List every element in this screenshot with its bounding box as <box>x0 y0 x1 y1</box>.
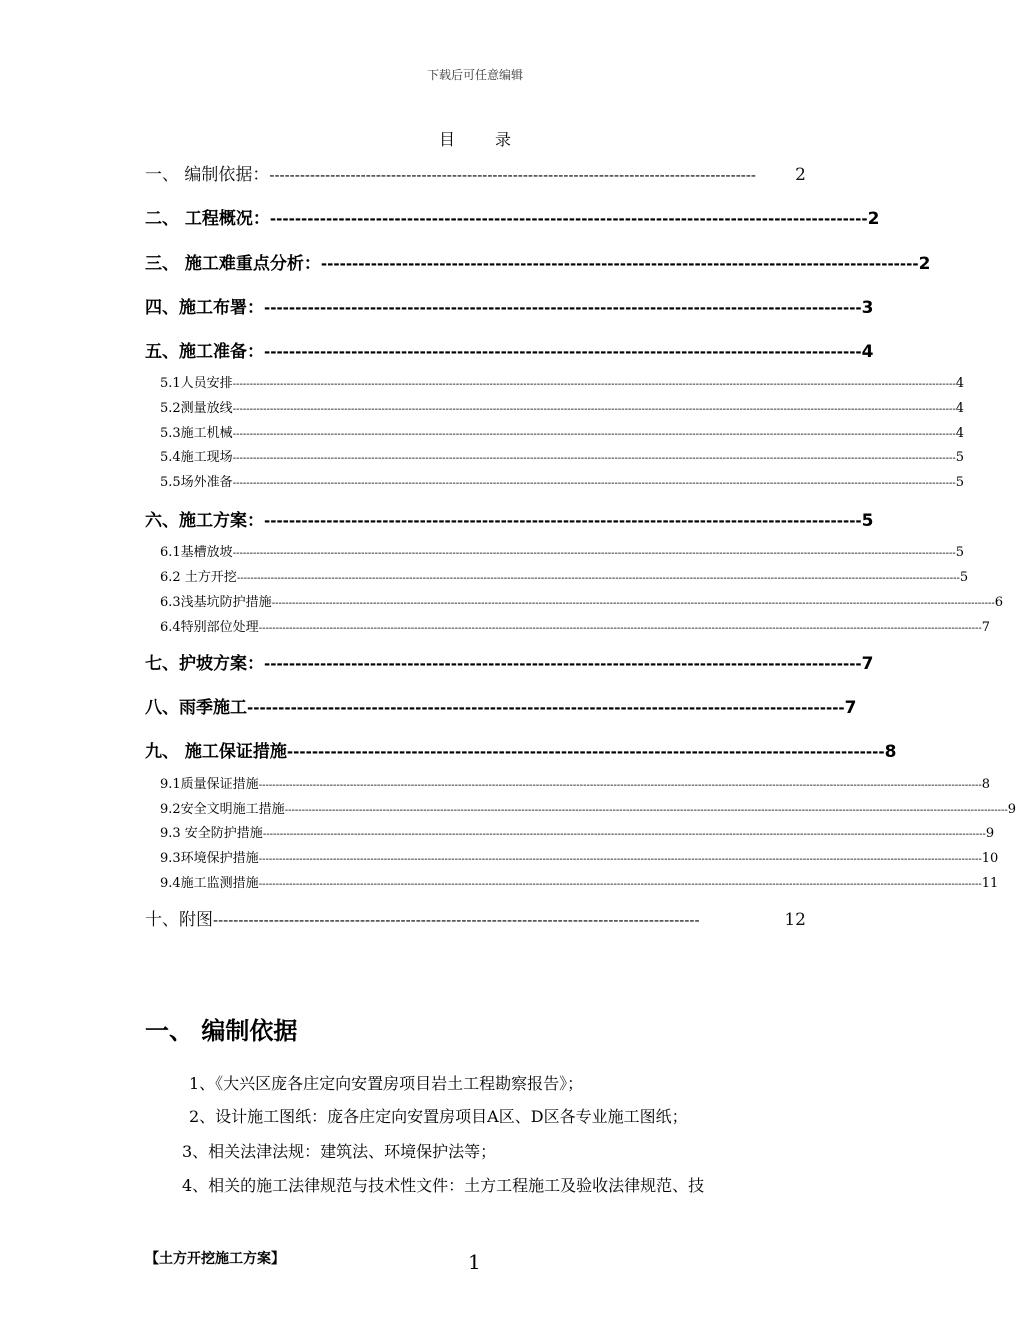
toc-leader: ------------------------------------------------------------------------------------------------ <box>213 911 700 929</box>
toc-leader: ---------------------------------------------------------------------------------------------------------------------------------------------------------------------------------------------------------------------- <box>232 478 956 489</box>
toc-entry-label: 6.3浅基坑防护措施 <box>160 595 272 610</box>
toc-entry-label: 6.1基槽放坡 <box>160 545 233 560</box>
toc-leader: ---------------------------------------------------------------------------------------------------------------------------------------------------------------------------------------------------------------------- <box>232 429 956 440</box>
toc-leader: ------------------------------------------------------------------------------------------------ <box>264 343 862 361</box>
toc-entry-label: 6.4特别部位处理 <box>160 620 259 635</box>
toc-subentry[interactable] <box>160 541 965 561</box>
toc-entry-label: 三、 施工难重点分析： <box>145 254 321 274</box>
toc-entry-label: 5.5场外准备 <box>160 475 233 490</box>
toc-entry-page: 7 <box>861 654 874 674</box>
toc-subentry[interactable] <box>160 616 991 636</box>
toc-entry-page: 5 <box>955 450 965 465</box>
toc-leader: ---------------------------------------------------------------------------------------------------------------------------------------------------------------------------------------------------------------------- <box>258 623 982 634</box>
toc-entry-page: 12 <box>784 910 806 930</box>
toc-entry-page: 3 <box>861 298 874 318</box>
toc-entry-label: 9.3环境保护措施 <box>160 851 259 866</box>
toc-leader: ---------------------------------------------------------------------------------------------------------------------------------------------------------------------------------------------------------------------- <box>236 573 960 584</box>
toc-leader: ---------------------------------------------------------------------------------------------------------------------------------------------------------------------------------------------------------------------- <box>258 879 982 890</box>
footer-doc-title: 【土方开挖施工方案】 <box>145 1251 285 1267</box>
toc-entry-label: 9.1质量保证措施 <box>160 777 259 792</box>
toc-entry[interactable] <box>145 649 874 675</box>
toc-entry-page: 9 <box>1007 802 1016 817</box>
toc-title-left: 目 <box>438 130 455 149</box>
toc-leader: ---------------------------------------------------------------------------------------------------------------------------------------------------------------------------------------------------------------------- <box>232 379 956 390</box>
toc-entry-page: 4 <box>861 342 874 362</box>
toc-entry-label: 九、 施工保证措施 <box>145 742 287 762</box>
toc-leader: ------------------------------------------------------------------------------------------------ <box>269 166 756 184</box>
toc-entry-label: 六、施工方案： <box>145 511 264 531</box>
toc-subentry[interactable] <box>160 566 969 586</box>
toc-entry-label: 5.3施工机械 <box>160 426 233 441</box>
toc-entry-page: 5 <box>959 570 969 585</box>
body-paragraph: 1、《大兴区庞各庄定向安置房项目岩土工程勘察报告》； <box>189 1074 584 1093</box>
toc-leader: ---------------------------------------------------------------------------------------------------------------------------------------------------------------------------------------------------------------------- <box>232 404 956 415</box>
body-paragraph: 4、相关的施工法律规范与技术性文件：土方工程施工及验收法律规范、技 <box>182 1176 705 1195</box>
toc-entry-page: 4 <box>955 401 965 416</box>
toc-subentry[interactable] <box>160 872 999 892</box>
toc-entry[interactable] <box>145 337 874 363</box>
toc-subentry[interactable] <box>160 446 965 466</box>
toc-entry-label: 9.3 安全防护措施 <box>160 826 263 841</box>
toc-title <box>0 127 950 150</box>
toc-entry-label: 5.1人员安排 <box>160 376 233 391</box>
toc-leader: ------------------------------------------------------------------------------------------------ <box>247 699 845 717</box>
toc-leader: ---------------------------------------------------------------------------------------------------------------------------------------------------------------------------------------------------------------------- <box>258 854 982 865</box>
toc-entry-label: 一、 编制依据： <box>145 165 270 185</box>
toc-entry-page: 11 <box>981 876 999 891</box>
section-heading: 一、 编制依据 <box>145 1017 298 1045</box>
toc-entry-label: 八、雨季施工 <box>145 698 247 718</box>
toc-subentry[interactable] <box>160 822 995 842</box>
toc-entry-page: 2 <box>867 209 880 229</box>
toc-entry-page: 2 <box>795 165 806 185</box>
toc-subentry[interactable] <box>160 397 965 417</box>
toc-entry-label: 9.2安全文明施工措施 <box>160 802 285 817</box>
toc-entry-page: 7 <box>981 620 991 635</box>
toc-entry-label: 七、护坡方案： <box>145 654 264 674</box>
toc-entry[interactable] <box>145 737 897 763</box>
toc-title-right: 录 <box>495 130 512 149</box>
footer-page-number: 1 <box>468 1250 481 1274</box>
body-paragraph: 3、相关法津法规：建筑法、环境保护法等； <box>182 1142 497 1161</box>
toc-leader: ------------------------------------------------------------------------------------------------ <box>269 210 868 228</box>
toc-entry-page: 5 <box>955 475 965 490</box>
toc-entry[interactable] <box>145 204 880 230</box>
toc-subentry[interactable] <box>160 847 999 867</box>
toc-subentry[interactable] <box>160 773 991 793</box>
toc-leader: ---------------------------------------------------------------------------------------------------------------------------------------------------------------------------------------------------------------------- <box>284 805 1008 816</box>
toc-entry[interactable] <box>145 249 931 275</box>
toc-entry-page: 2 <box>918 254 931 274</box>
toc-entry-page: 7 <box>844 698 857 718</box>
toc-leader: ------------------------------------------------------------------------------------------------ <box>286 743 885 761</box>
toc-entry-label: 二、 工程概况： <box>145 209 270 229</box>
toc-entry-page: 5 <box>861 511 874 531</box>
header-note: 下载后可任意编辑 <box>426 68 523 82</box>
toc-subentry[interactable] <box>160 591 1004 611</box>
toc-entry[interactable] <box>145 905 806 931</box>
toc-entry-page: 8 <box>884 742 897 762</box>
toc-subentry[interactable] <box>160 422 965 442</box>
toc-entry-label: 5.4施工现场 <box>160 450 233 465</box>
toc-leader: ---------------------------------------------------------------------------------------------------------------------------------------------------------------------------------------------------------------------- <box>271 598 995 609</box>
toc-entry-page: 8 <box>981 777 991 792</box>
toc-entry-label: 9.4施工监测措施 <box>160 876 259 891</box>
toc-entry-page: 10 <box>981 851 999 866</box>
toc-entry-page: 6 <box>994 595 1004 610</box>
toc-leader: ------------------------------------------------------------------------------------------------ <box>264 655 862 673</box>
toc-entry-label: 5.2测量放线 <box>160 401 233 416</box>
toc-entry[interactable] <box>145 506 874 532</box>
toc-leader: ---------------------------------------------------------------------------------------------------------------------------------------------------------------------------------------------------------------------- <box>258 780 982 791</box>
toc-entry[interactable] <box>145 160 806 186</box>
toc-leader: ------------------------------------------------------------------------------------------------ <box>320 255 919 273</box>
toc-entry-page: 9 <box>985 826 995 841</box>
toc-leader: ---------------------------------------------------------------------------------------------------------------------------------------------------------------------------------------------------------------------- <box>262 829 986 840</box>
toc-entry-label: 四、施工布署： <box>145 298 264 318</box>
toc-entry[interactable] <box>145 693 857 719</box>
toc-entry[interactable] <box>145 293 874 319</box>
toc-entry-page: 4 <box>955 376 965 391</box>
body-paragraph: 2、设计施工图纸：庞各庄定向安置房项目A区、D区各专业施工图纸； <box>189 1107 688 1126</box>
toc-leader: ------------------------------------------------------------------------------------------------ <box>264 512 862 530</box>
toc-leader: ---------------------------------------------------------------------------------------------------------------------------------------------------------------------------------------------------------------------- <box>232 453 956 464</box>
toc-entry-label: 五、施工准备： <box>145 342 264 362</box>
toc-subentry[interactable] <box>160 798 1016 818</box>
toc-entry-label: 6.2 土方开挖 <box>160 570 237 585</box>
toc-entry-label: 十、附图 <box>145 910 213 930</box>
toc-leader: ---------------------------------------------------------------------------------------------------------------------------------------------------------------------------------------------------------------------- <box>232 548 956 559</box>
toc-subentry[interactable] <box>160 372 965 392</box>
toc-leader: ------------------------------------------------------------------------------------------------ <box>264 299 862 317</box>
toc-subentry[interactable] <box>160 471 965 491</box>
toc-entry-page: 4 <box>955 426 965 441</box>
toc-entry-page: 5 <box>955 545 965 560</box>
